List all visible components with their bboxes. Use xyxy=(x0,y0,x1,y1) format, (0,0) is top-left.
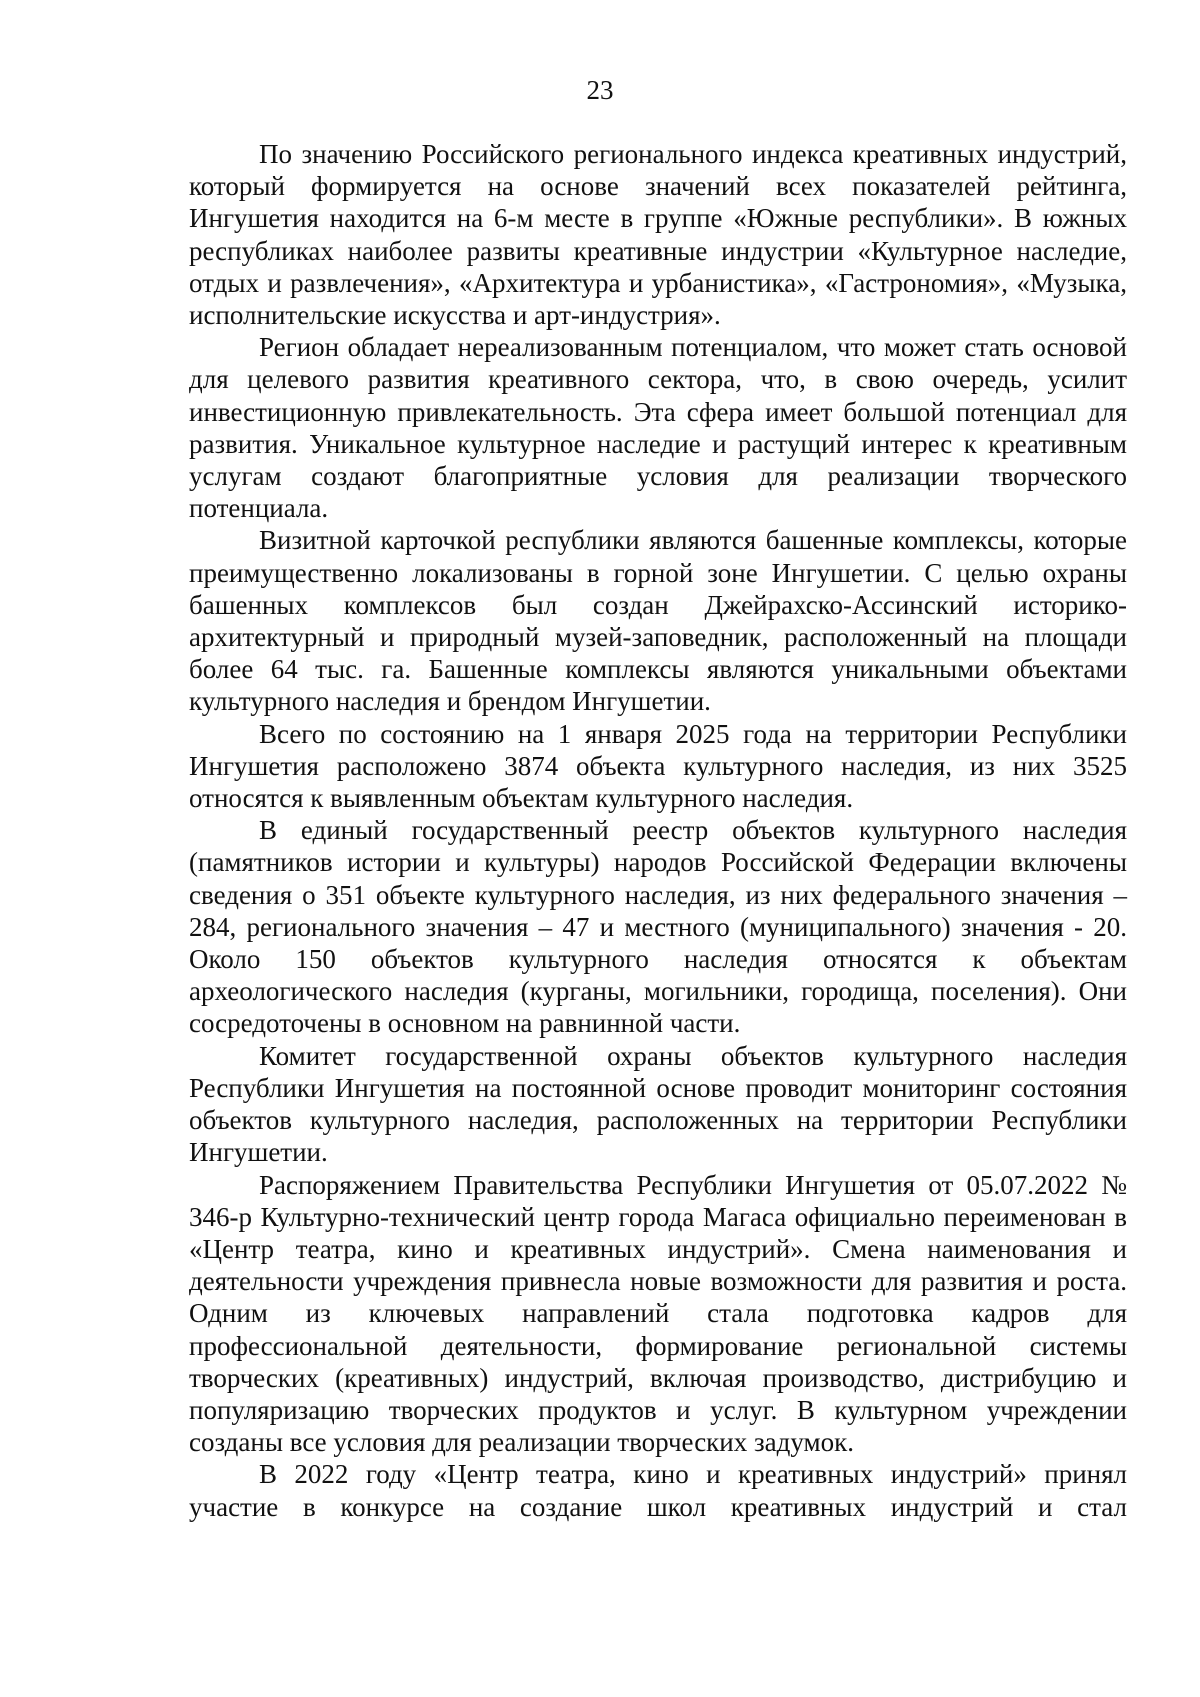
document-body xyxy=(189,138,1127,1523)
page-number: 23 xyxy=(586,75,614,105)
paragraph-region-potential: Регион обладает нереализованным потенциалом, что может стать основой для целевого развития креативного сектора, что, в свою очередь, усилит инвестиционную привлекательность. Эта сфера имеет большой потенциал для развития. Уникальное культурное наследие и растущий интерес к креативным услугам создают благоприятные условия для реализации творческого потенциала. xyxy=(189,332,1127,524)
paragraph-tower-complexes: Визитной карточкой республики являются башенные комплексы, которые преимущественно локализованы в горной зоне Ингушетии. С целью охраны башенных комплексов был создан Джейрахско-Ассинский историко-архитектурный и природный музей-заповедник, расположенный на площади более 64 тыс. га. Башенные комплексы являются уникальными объектами культурного наследия и брендом Ингушетии. xyxy=(189,525,1127,717)
paragraph-monitoring-committee: Комитет государственной охраны объектов культурного наследия Республики Ингушетия на постоянной основе проводит мониторинг состояния объектов культурного наследия, расположенных на территории Республики Ингушетии. xyxy=(189,1040,1127,1168)
paragraph-state-registry: В единый государственный реестр объектов культурного наследия (памятников истории и культуры) народов Российской Федерации включены сведения о 351 объекте культурного наследия, из них федерального значения – 284, регионального значения – 47 и местного (муниципального) значения - 20. Около 150 объектов культурного наследия относятся к объектам археологического наследия (курганы, могильники, городища, поселения). Они сосредоточены в основном на равнинной части. xyxy=(189,815,1127,1039)
paragraph-renaming-center: Распоряжением Правительства Республики Ингушетия от 05.07.2022 № 346-р Культурно-технический центр города Магаса официально переименован в «Центр театра, кино и креативных индустрий». Смена наименования и деятельности учреждения привнесла новые возможности для развития и роста. Одним из ключевых направлений стала подготовка кадров для профессиональной деятельности, формирование региональной системы творческих (креативных) индустрий, включая производство, дистрибуцию и популяризацию творческих продуктов и услуг. В культурном учреждении созданы все условия для реализации творческих задумок. xyxy=(189,1169,1127,1458)
paragraph-creative-index: По значению Российского регионального индекса креативных индустрий, который формируется на основе значений всех показателей рейтинга, Ингушетия находится на 6-м месте в группе «Южные республики». В южных республиках наиболее развиты креативные индустрии «Культурное наследие, отдых и развлечения», «Архитектура и урбанистика», «Гастрономия», «Музыка, исполнительские искусства и арт-индустрия». xyxy=(189,139,1127,331)
paragraph-school-contest: В 2022 году «Центр театра, кино и креативных индустрий» принял участие в конкурсе на создание школ креативных индустрий и стал xyxy=(189,1459,1127,1522)
paragraph-heritage-count: Всего по состоянию на 1 января 2025 года на территории Республики Ингушетия расположено 3874 объекта культурного наследия, из них 3525 относятся к выявленным объектам культурного наследия. xyxy=(189,718,1127,814)
